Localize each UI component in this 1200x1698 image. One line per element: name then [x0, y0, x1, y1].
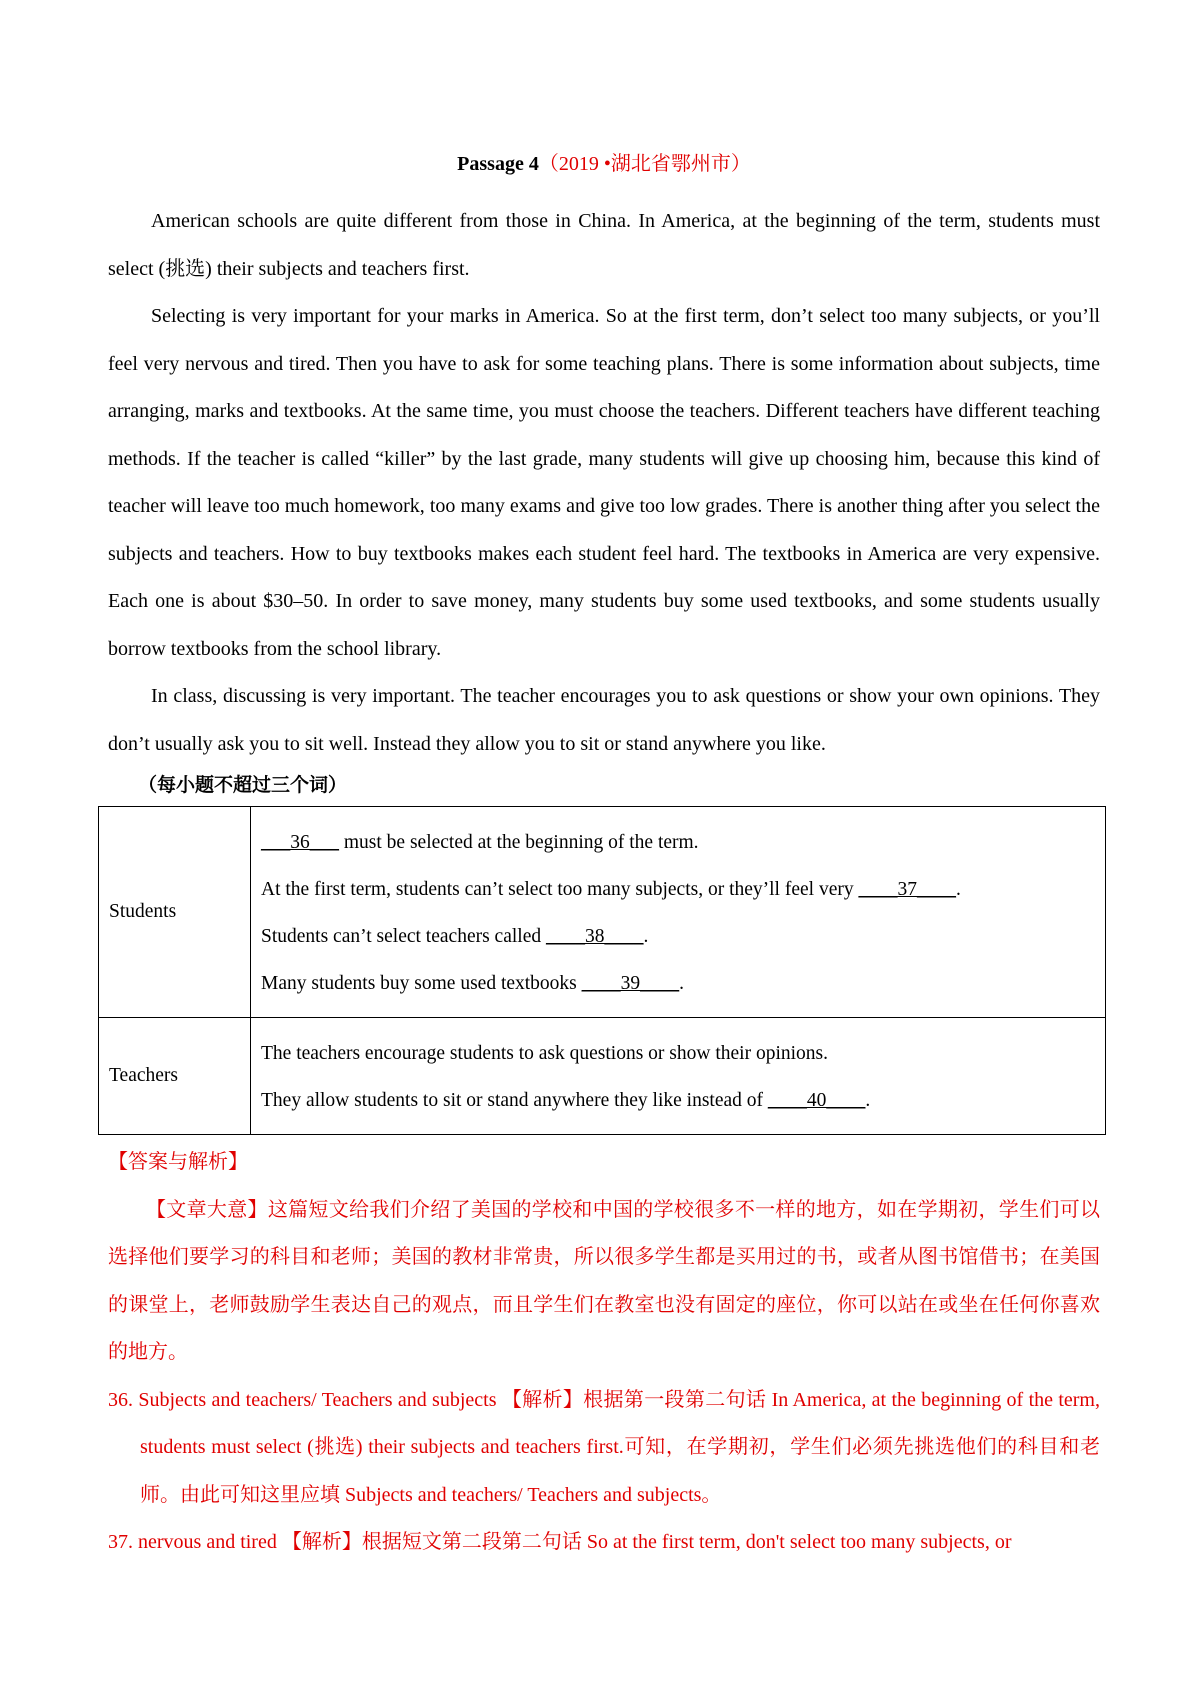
instruction-note: （每小题不超过三个词）: [138, 775, 348, 796]
answer-36: 36. Subjects and teachers/ Teachers and subjects 【解析】根据第一段第二句话 In America, at the beginning of the term, students must select (挑选) their subjects and teachers first.可知，在学期初，学生们必须先挑选他们的科目和老师。由此可知这里应填 Subjects and teachers/ Teachers and subjects。: [108, 1388, 1100, 1506]
row-label-students: Students: [99, 807, 251, 1018]
row-label-teachers: Teachers: [99, 1018, 251, 1135]
blank-39: ____39____: [581, 973, 680, 994]
passage-source: （2019 •湖北省鄂州市）: [538, 153, 751, 175]
teachers-content: [251, 1018, 1106, 1135]
blank-40: ____40____: [767, 1090, 866, 1111]
summary-table: [98, 806, 1106, 1135]
answer-summary: 【文章大意】这篇短文给我们介绍了美国的学校和中国的学校很多不一样的地方，如在学期初，学生们可以选择他们要学习的科目和老师；美国的教材非常贵，所以很多学生都是买用过的书，或者从图书馆借书；在美国的课堂上，老师鼓励学生表达自己的观点，而且学生们在教室也没有固定的座位，你可以站在或坐在任何你喜欢的地方。: [108, 1198, 1100, 1363]
table-line: Students can’t select teachers called ____38____.: [261, 926, 649, 947]
paragraph-2: Selecting is very important for your marks in America. So at the first term, don’t select too many subjects, or you’ll feel very nervous and tired. Then you have to ask for some teaching plans. There is some information about subjects, time arranging, marks and textbooks. At the same time, you must choose the teachers. Different teachers have different teaching methods. If the teacher is called “killer” by the last grade, many students will give up choosing him, because this kind of teacher will leave too much homework, too many exams and give too low grades. There is another thing after you select the subjects and teachers. How to buy textbooks makes each student feel hard. The textbooks in America are very expensive. Each one is about $30–50. In order to save money, many students buy some used textbooks, and some students usually borrow textbooks from the school library.: [108, 305, 1100, 660]
table-line: They allow students to sit or stand anywhere they like instead of ____40____.: [261, 1090, 871, 1111]
answer-section: [108, 1139, 1100, 1567]
table-line: ___36___ must be selected at the beginning of the term.: [261, 832, 699, 853]
table-line: The teachers encourage students to ask questions or show their opinions.: [261, 1043, 828, 1064]
table-row-students: [99, 807, 1106, 1018]
blank-38: ____38____: [545, 926, 644, 947]
passage-label: Passage 4: [457, 153, 539, 175]
paragraph-1: American schools are quite different from those in China. In America, at the beginning of the term, students must select (挑选) their subjects and teachers first.: [108, 210, 1100, 280]
answer-heading: 【答案与解析】: [108, 1151, 248, 1173]
blank-36: ___36___: [261, 832, 339, 853]
table-line: At the first term, students can’t select too many subjects, or they’ll feel very ____37____.: [261, 879, 961, 900]
answer-37: 37. nervous and tired 【解析】根据短文第二段第二句话 So at the first term, don't select too many subjects, or: [108, 1531, 1012, 1553]
document-page: [108, 150, 1100, 1567]
paragraph-3: In class, discussing is very important. The teacher encourages you to ask questions or show your own opinions. They don’t usually ask you to sit well. Instead they allow you to sit or stand anywhere you like.: [108, 685, 1100, 755]
table-line: Many students buy some used textbooks ____39____.: [261, 973, 685, 994]
table-row-teachers: [99, 1018, 1106, 1135]
passage-title: [108, 150, 1100, 178]
blank-37: ____37____: [858, 879, 956, 900]
students-content: [251, 807, 1106, 1018]
